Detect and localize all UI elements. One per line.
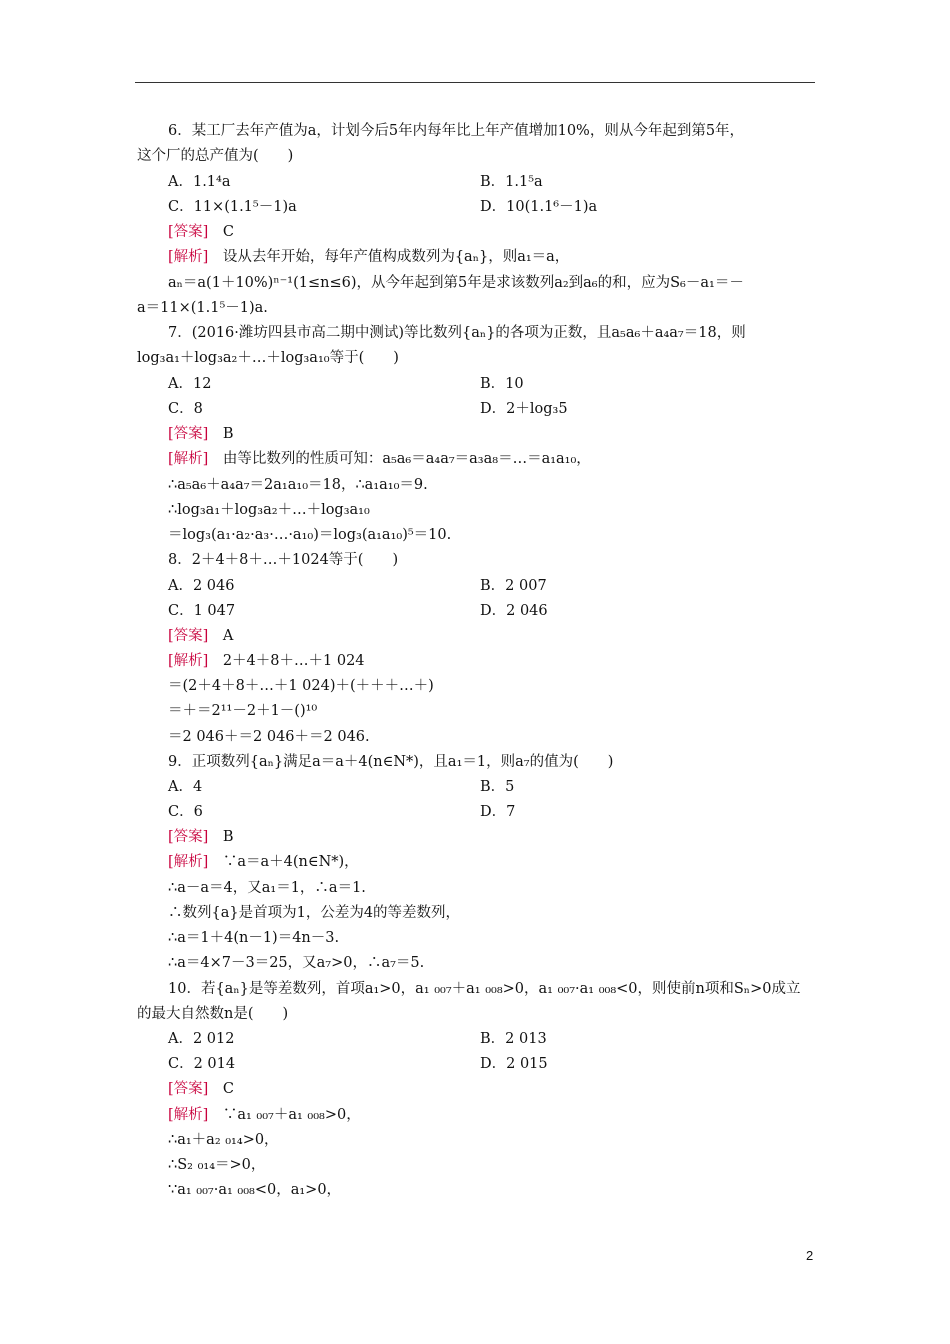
text-line (137, 1005, 288, 1023)
text-line (480, 803, 515, 821)
text-line (168, 702, 317, 720)
line-text: ∵a＝a＋4(n∈N*)， (208, 854, 359, 870)
text-line (480, 198, 597, 216)
text-line (168, 677, 434, 695)
line-text: D．7 (480, 804, 516, 820)
text-line (168, 577, 234, 595)
text-line (168, 223, 234, 241)
line-text: A．1.1⁴a (168, 174, 231, 190)
line-text: ∵a₁ ₀₀₇·a₁ ₀₀₈<0，a₁>0， (168, 1182, 342, 1198)
line-text: 9．正项数列{aₙ}满足a＝a＋4(n∈N*)，且a₁＝1，则a₇的值为( ) (168, 754, 614, 770)
line-text: C．1 047 (168, 603, 236, 619)
line-text: C．8 (168, 401, 203, 417)
answer-tag: [解析] (168, 451, 209, 467)
text-line (168, 627, 233, 645)
line-text: ∴a₅a₆＋a₄a₇＝2a₁a₁₀＝18，∴a₁a₁₀＝9. (168, 477, 428, 493)
line-text: C (208, 1081, 234, 1097)
text-line (168, 652, 365, 670)
line-text: B (208, 426, 234, 442)
line-text: C．6 (168, 804, 203, 820)
text-line (168, 450, 591, 468)
text-line (168, 778, 202, 796)
text-line (168, 1156, 265, 1174)
line-text: 设从去年开始，每年产值构成数列为{aₙ}，则a₁＝a， (208, 249, 570, 265)
line-text: ∴a－a＝4，又a₁＝1，∴a＝1. (168, 880, 366, 896)
line-text: 这个厂的总产值为( ) (137, 148, 294, 164)
text-line (480, 778, 514, 796)
answer-tag: [答案] (168, 224, 209, 240)
line-text: A (208, 628, 234, 644)
line-text: ∵a₁ ₀₀₇＋a₁ ₀₀₈>0， (208, 1107, 361, 1123)
line-text: B．2 007 (480, 578, 547, 594)
text-line (168, 248, 569, 266)
line-text: a＝11×(1.1⁵－1)a. (137, 300, 268, 316)
line-text: 7．(2016·潍坊四县市高二期中测试)等比数列{aₙ}的各项为正数，且a₅a₆＋a₄a₇＝18，则 (168, 325, 746, 341)
text-line (480, 1055, 548, 1073)
text-line (168, 728, 370, 746)
answer-tag: [答案] (168, 628, 209, 644)
text-line (168, 1030, 234, 1048)
text-line (168, 274, 744, 292)
text-line (168, 954, 424, 972)
text-line (480, 375, 524, 393)
text-line (480, 602, 548, 620)
line-text: ∴数列{a}是首项为1，公差为4的等差数列， (168, 905, 461, 921)
text-line (168, 551, 398, 569)
line-text: ∴a＝1＋4(n－1)＝4n－3. (168, 930, 340, 946)
text-line (480, 1030, 547, 1048)
text-line (168, 828, 233, 846)
text-line (137, 349, 399, 367)
line-text: 2＋4＋8＋…＋1 024 (208, 653, 365, 669)
line-text: A．4 (168, 779, 203, 795)
answer-tag: [答案] (168, 426, 209, 442)
line-text: ＝log₃(a₁·a₂·a₃·…·a₁₀)＝log₃(a₁a₁₀)⁵＝10. (168, 527, 452, 543)
line-text: 6．某工厂去年产值为a，计划今后5年内每年比上年产值增加10%，则从今年起到第5年， (168, 123, 745, 139)
text-line (168, 753, 613, 771)
line-text: ∴S₂ ₀₁₄＝>0， (168, 1157, 266, 1173)
text-line (137, 299, 268, 317)
line-text: A．12 (168, 376, 212, 392)
line-text: D．2 015 (480, 1056, 548, 1072)
text-line (168, 526, 451, 544)
line-text: ∴a₁＋a₂ ₀₁₄>0， (168, 1132, 279, 1148)
answer-tag: [解析] (168, 249, 209, 265)
line-text: ∴log₃a₁＋log₃a₂＋…＋log₃a₁₀ (168, 502, 370, 518)
text-line (168, 501, 370, 519)
text-line (168, 173, 231, 191)
line-text: D．10(1.1⁶－1)a (480, 199, 598, 215)
line-text: D．2＋log₃5 (480, 401, 568, 417)
line-text: B．10 (480, 376, 524, 392)
text-line (480, 173, 543, 191)
line-text: 的最大自然数n是( ) (137, 1006, 289, 1022)
text-line (168, 904, 460, 922)
text-line (480, 577, 547, 595)
text-line (168, 602, 235, 620)
text-line (168, 1080, 234, 1098)
line-text: C (208, 224, 234, 240)
answer-tag: [解析] (168, 854, 209, 870)
line-text: 10．若{aₙ}是等差数列，首项a₁>0，a₁ ₀₀₇＋a₁ ₀₀₈>0，a₁ ₀₀₇·a₁ ₀₀₈<0，则使前n项和Sₙ>0成立 (168, 981, 801, 997)
text-line (137, 147, 293, 165)
line-text: A．2 046 (168, 578, 235, 594)
text-line (168, 929, 339, 947)
line-text: ＝＋＝2¹¹－2＋1－()¹⁰ (168, 703, 318, 719)
text-line (168, 375, 211, 393)
text-line (480, 400, 568, 418)
text-line (168, 400, 203, 418)
answer-tag: [答案] (168, 829, 209, 845)
line-text: ＝2 046＋＝2 046＋＝2 046. (168, 729, 370, 745)
text-line (168, 853, 359, 871)
text-line (168, 198, 297, 216)
text-line (168, 1181, 341, 1199)
text-line (168, 1055, 235, 1073)
line-text: log₃a₁＋log₃a₂＋…＋log₃a₁₀等于( ) (137, 350, 399, 366)
line-text: D．2 046 (480, 603, 548, 619)
line-text: ∴a＝4×7－3＝25，又a₇>0，∴a₇＝5. (168, 955, 425, 971)
text-line (168, 425, 233, 443)
line-text: C．2 014 (168, 1056, 236, 1072)
answer-tag: [答案] (168, 1081, 209, 1097)
text-line (168, 879, 366, 897)
text-line (168, 476, 428, 494)
line-text: aₙ＝a(1＋10%)ⁿ⁻¹(1≤n≤6)，从今年起到第5年是求该数列a₂到a₆的和，应为S₆－a₁＝－ (168, 275, 744, 291)
text-line (168, 803, 203, 821)
line-text: C．11×(1.1⁵－1)a (168, 199, 297, 215)
text-line (168, 980, 800, 998)
line-text: ＝(2＋4＋8＋…＋1 024)＋(＋＋＋…＋) (168, 678, 434, 694)
text-line (168, 122, 744, 140)
answer-tag: [解析] (168, 1107, 209, 1123)
page-number: 2 (806, 1248, 814, 1263)
line-text: B．2 013 (480, 1031, 547, 1047)
header-rule (135, 82, 815, 83)
line-text: B．5 (480, 779, 515, 795)
text-line (168, 324, 746, 342)
line-text: B．1.1⁵a (480, 174, 543, 190)
line-text: B (208, 829, 234, 845)
text-line (168, 1131, 279, 1149)
answer-tag: [解析] (168, 653, 209, 669)
line-text: A．2 012 (168, 1031, 235, 1047)
line-text: 8．2＋4＋8＋…＋1024等于( ) (168, 552, 399, 568)
line-text: 由等比数列的性质可知：a₅a₆＝a₄a₇＝a₃a₈＝…＝a₁a₁₀， (208, 451, 591, 467)
text-line (168, 1106, 361, 1124)
